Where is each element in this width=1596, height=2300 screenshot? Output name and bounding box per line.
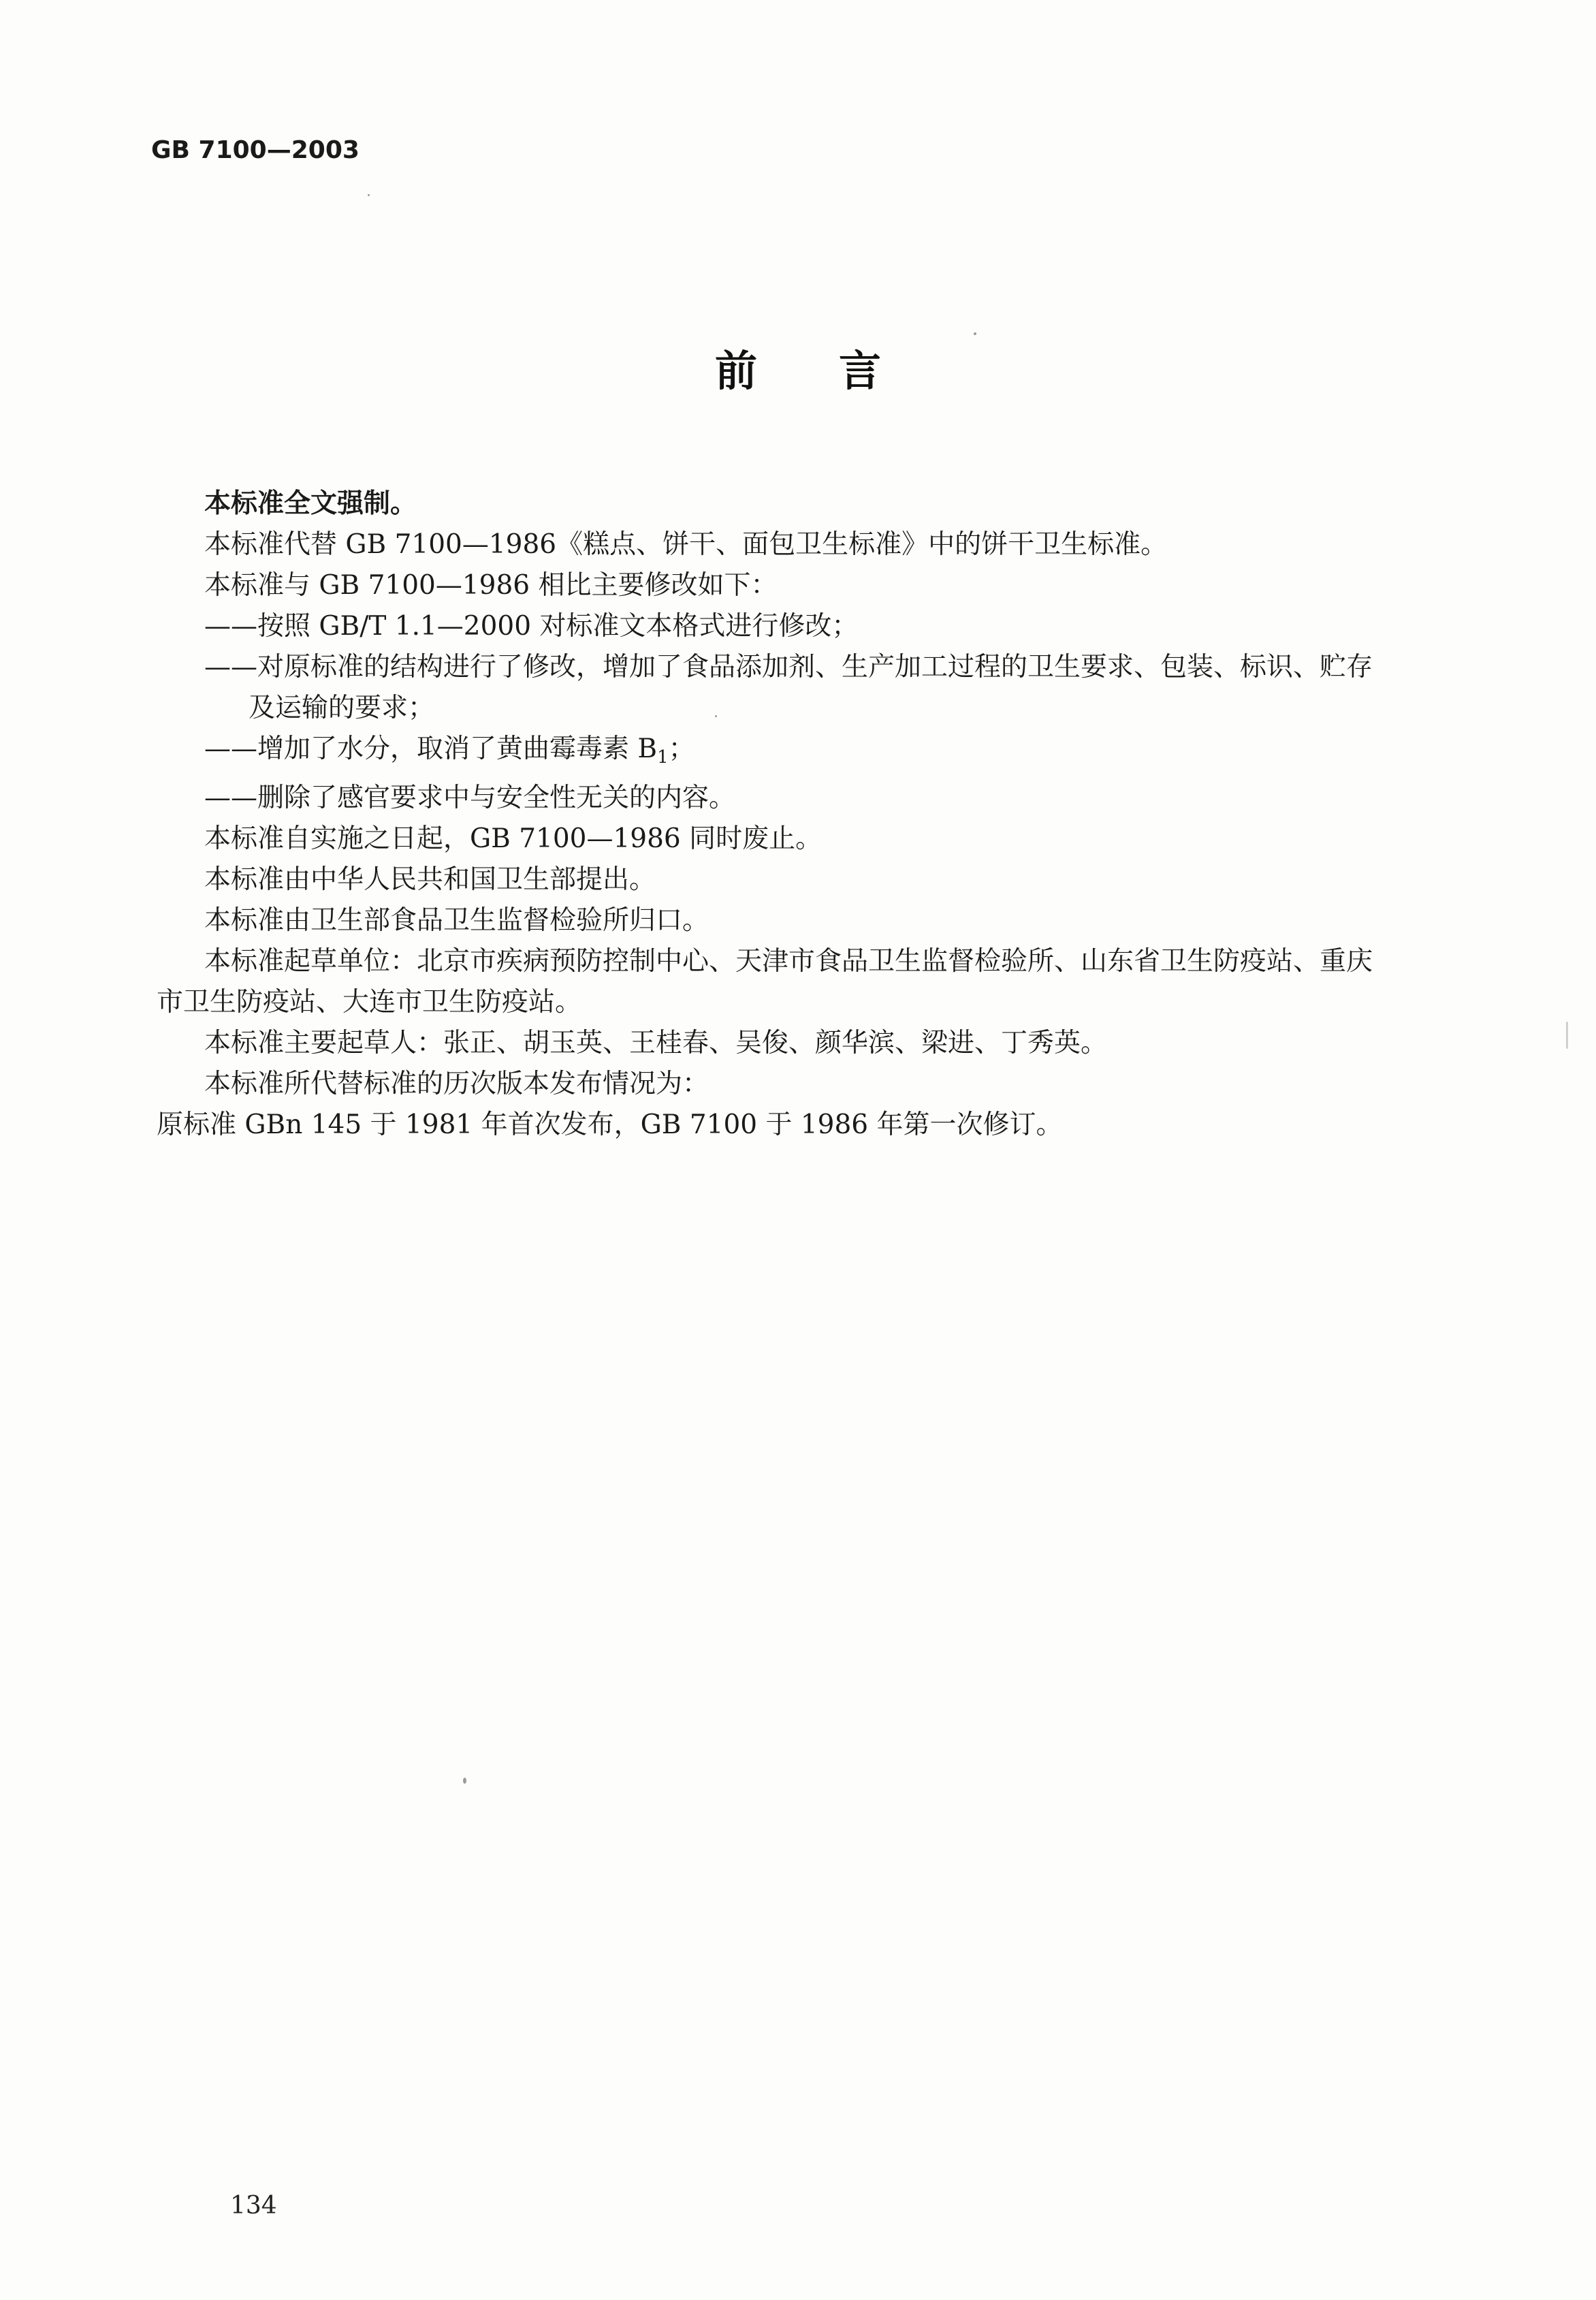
paragraph-drafting-units-continued: 市卫生防疫站、大连市卫生防疫站。 [157, 987, 582, 1018]
change-item-sensory: ——删除了感官要求中与安全性无关的内容。 [204, 783, 736, 813]
change-item-moisture-text: ——增加了水分，取消了黄曲霉毒素 B [204, 734, 658, 764]
page-title: 前言 [714, 346, 963, 396]
scan-speck [368, 194, 370, 196]
paragraph-abolish: 本标准自实施之日起，GB 7100—1986 同时废止。 [204, 823, 823, 854]
scan-speck [1566, 1022, 1568, 1049]
change-item-structure: ——对原标准的结构进行了修改，增加了食品添加剂、生产加工过程的卫生要求、包装、标识、贮存 [204, 652, 1373, 682]
change-item-structure-continued: 及运输的要求； [249, 693, 435, 723]
scan-speck [715, 715, 717, 717]
paragraph-history-intro: 本标准所代替标准的历次版本发布情况为： [204, 1069, 709, 1099]
scan-speck [463, 1778, 466, 1784]
page-number: 134 [230, 2192, 277, 2220]
paragraph-centralized-by: 本标准由卫生部食品卫生监督检验所归口。 [204, 905, 709, 936]
paragraph-mandatory-note: 本标准全文强制。 [204, 488, 417, 519]
standard-code-header: GB 7100—2003 [151, 136, 360, 164]
change-item-format: ——按照 GB/T 1.1—2000 对标准文本格式进行修改； [204, 611, 859, 642]
foreword-body [157, 484, 1471, 1146]
change-item-moisture-end: ； [668, 734, 695, 764]
subscript-one: 1 [657, 747, 669, 768]
paragraph-drafters: 本标准主要起草人：张正、胡玉英、王桂春、吴俊、颜华滨、梁进、丁秀英。 [204, 1028, 1108, 1058]
change-item-moisture [204, 729, 1471, 778]
paragraph-history: 原标准 GBn 145 于 1981 年首次发布，GB 7100 于 1986 年第一次修订。 [157, 1109, 1063, 1140]
paragraph-changes-intro: 本标准与 GB 7100—1986 相比主要修改如下： [204, 570, 778, 601]
paragraph-drafting-units: 本标准起草单位：北京市疾病预防控制中心、天津市食品卫生监督检验所、山东省卫生防疫站、重庆 [204, 946, 1373, 977]
paragraph-replacement: 本标准代替 GB 7100—1986《糕点、饼干、面包卫生标准》中的饼干卫生标准。 [204, 529, 1168, 560]
scan-speck [974, 332, 976, 335]
paragraph-proposed-by: 本标准由中华人民共和国卫生部提出。 [204, 864, 656, 895]
